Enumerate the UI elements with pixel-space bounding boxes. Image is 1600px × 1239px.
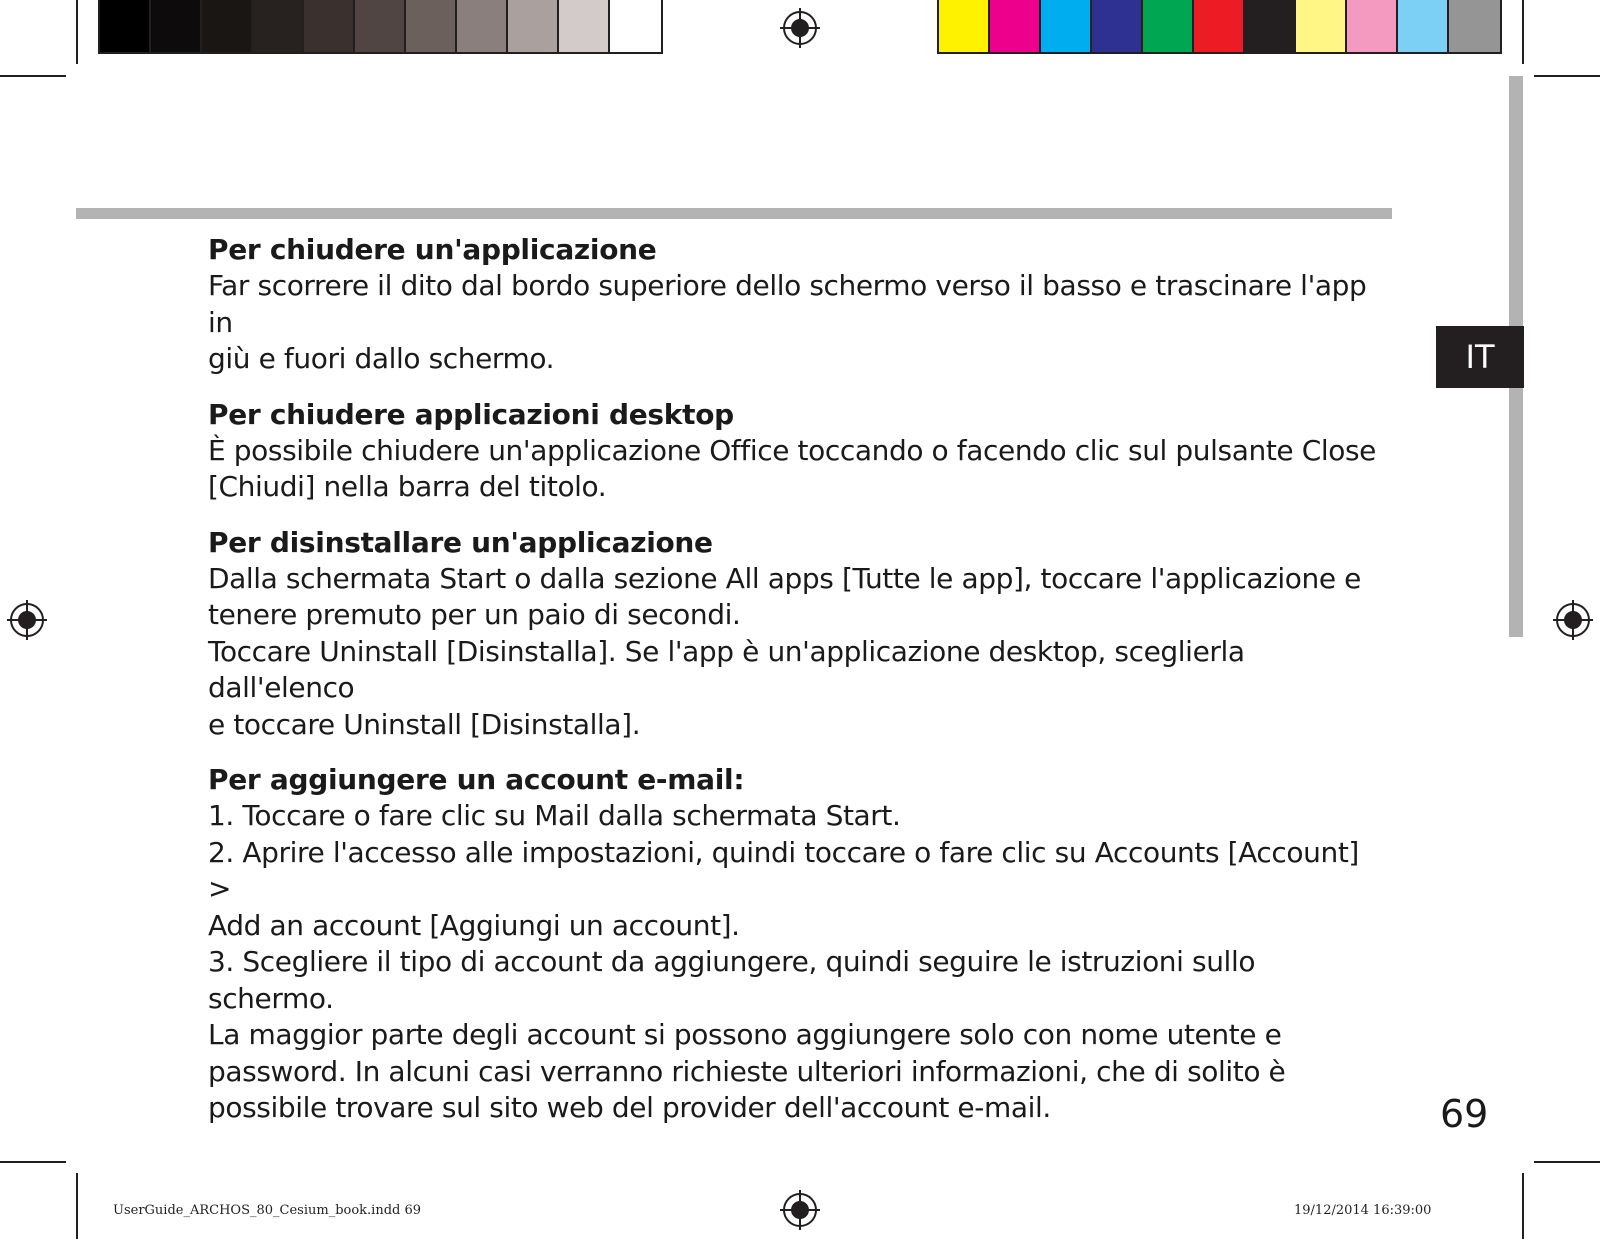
crop-mark-top-left-vertical (76, 0, 78, 64)
process-swatch (939, 0, 990, 52)
section-heading: Per chiudere applicazioni desktop (208, 397, 734, 431)
grayscale-swatch (202, 0, 253, 52)
grayscale-color-bar (98, 0, 663, 54)
slug-datetime: 19/12/2014 16:39:00 (1294, 1203, 1432, 1218)
process-swatch (990, 0, 1041, 52)
crop-mark-top-left-horizontal (0, 75, 66, 77)
body-line: 1. Toccare o fare clic su Mail dalla schermata Start. (208, 799, 901, 832)
grayscale-swatch (304, 0, 355, 52)
header-rule (76, 208, 1392, 219)
section (208, 525, 1388, 744)
process-color-bar (937, 0, 1502, 54)
section-heading: Per chiudere un'applicazione (208, 233, 657, 266)
crop-mark-bottom-left-vertical (76, 1173, 78, 1239)
body-line: password. In alcuni casi verranno richieste ulteriori informazioni, che di solito è (208, 1054, 1286, 1088)
registration-mark-icon (7, 600, 47, 640)
process-swatch (1041, 0, 1092, 52)
process-swatch (1398, 0, 1449, 52)
process-swatch (1449, 0, 1500, 52)
registration-mark-icon (1553, 600, 1593, 640)
registration-mark-icon (780, 1190, 820, 1230)
crop-mark-top-right-vertical (1522, 0, 1524, 64)
grayscale-swatch (508, 0, 559, 52)
body-line: e toccare Uninstall [Disinstalla]. (208, 707, 641, 741)
crop-mark-bottom-left-horizontal (0, 1161, 66, 1163)
grayscale-swatch (406, 0, 457, 52)
body-line: Far scorrere il dito dal bordo superiore dello schermo verso il basso e trascinare l'app in (208, 269, 1367, 339)
grayscale-swatch (610, 0, 661, 52)
process-swatch (1347, 0, 1398, 52)
process-swatch (1143, 0, 1194, 52)
grayscale-swatch (100, 0, 151, 52)
language-tab: IT (1436, 326, 1524, 388)
body-line: giù e fuori dallo schermo. (208, 342, 555, 375)
section (208, 762, 1388, 1127)
grayscale-swatch (457, 0, 508, 52)
section-heading: Per disinstallare un'applicazione (208, 525, 713, 559)
registration-mark-icon (780, 8, 820, 48)
crop-mark-bottom-right-horizontal (1534, 1161, 1600, 1163)
page-number: 69 (1440, 1092, 1489, 1136)
body-line: Dalla schermata Start o dalla sezione All apps [Tutte le app], toccare l'applicazione e (208, 561, 1361, 595)
body-line: Toccare Uninstall [Disinstalla]. Se l'app è un'applicazione desktop, sceglierla dall'elenco (208, 634, 1245, 704)
body-line: 3. Scegliere il tipo di account da aggiungere, quindi seguire le istruzioni sullo schermo. (208, 945, 1256, 1015)
section (208, 397, 1388, 506)
grayscale-swatch (151, 0, 202, 52)
body-line: 2. Aprire l'accesso alle impostazioni, quindi toccare o fare clic su Accounts [Account] > (208, 835, 1359, 905)
process-swatch (1194, 0, 1245, 52)
crop-mark-top-right-horizontal (1534, 75, 1600, 77)
process-swatch (1245, 0, 1296, 52)
crop-mark-bottom-right-vertical (1522, 1173, 1524, 1239)
body-line: [Chiudi] nella barra del titolo. (208, 470, 607, 503)
grayscale-swatch (253, 0, 304, 52)
process-swatch (1092, 0, 1143, 52)
body-line: tenere premuto per un paio di secondi. (208, 598, 741, 631)
section (208, 232, 1388, 378)
section-heading: Per aggiungere un account e-mail: (208, 763, 745, 796)
page-content (208, 232, 1388, 1146)
grayscale-swatch (355, 0, 406, 52)
body-line: La maggior parte degli account si possono aggiungere solo con nome utente e (208, 1018, 1282, 1051)
grayscale-swatch (559, 0, 610, 52)
slug-file-name: UserGuide_ARCHOS_80_Cesium_book.indd 69 (113, 1203, 422, 1218)
body-line: possibile trovare sul sito web del provider dell'account e-mail. (208, 1091, 1051, 1124)
process-swatch (1296, 0, 1347, 52)
body-line: È possibile chiudere un'applicazione Office toccando o facendo clic sul pulsante Close (208, 433, 1377, 467)
body-line: Add an account [Aggiungi un account]. (208, 908, 740, 942)
